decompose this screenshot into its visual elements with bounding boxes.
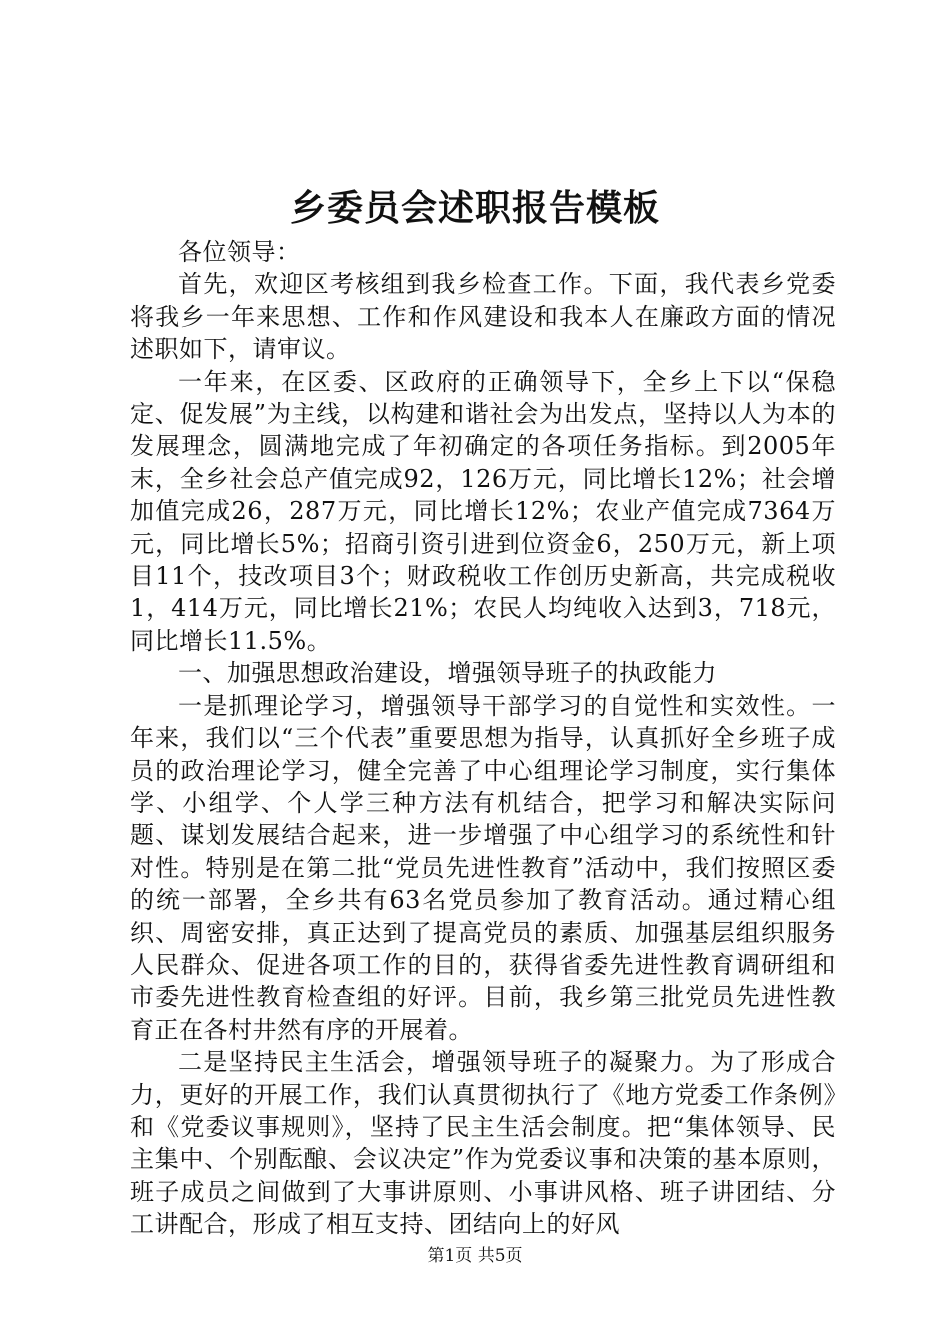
document-title: 乡委员会述职报告模板 (289, 187, 660, 229)
page-number: 第1页 共5页 (427, 1246, 523, 1266)
document-body (130, 236, 836, 1241)
section-heading: 一、加强思想政治建设，增强领导班子的执政能力 (178, 659, 717, 688)
intro-paragraph: 首先，欢迎区考核组到我乡检查工作。下面，我代表乡党委将我乡一年来思想、工作和作风建设和我本人在廉政方面的情况述职如下，请审议。 (130, 270, 836, 364)
salutation-paragraph: 各位领导： (178, 238, 301, 266)
democratic-life-paragraph: 二是坚持民主生活会，增强领导班子的凝聚力。为了形成合力，更好的开展工作，我们认真贯彻执行了《地方党委工作条例》和《党委议事规则》，坚持了民主生活会制度。把“集体领导、民主集中、个别酝酿、会议决定”作为党委议事和决策的基本原则，班子成员之间做到了大事讲原则、小事讲风格、班子讲团结、分工讲配合，形成了相互支持、团结向上的好风 (130, 1048, 836, 1239)
summary-paragraph: 一年来，在区委、区政府的正确领导下，全乡上下以“保稳定、促发展”为主线，以构建和谐社会为出发点，坚持以人为本的发展理念，圆满地完成了年初确定的各项任务指标。到2005年末，全乡社会总产值完成92，126万元，同比增长12%；社会增加值完成26，287万元，同比增长12%；农业产值完成7364万元，同比增长5%；招商引资引进到位资金6，250万元，新上项目11个，技改项目3个；财政税收工作创历史新高，共完成税收1，414万元，同比增长21%；农民人均纯收入达到3，718元，同比增长11.5%。 (130, 367, 836, 655)
theory-study-paragraph: 一是抓理论学习，增强领导干部学习的自觉性和实效性。一年来，我们以“三个代表”重要思想为指导，认真抓好全乡班子成员的政治理论学习，健全完善了中心组理论学习制度，实行集体学、小组学、个人学三种方法有机结合，把学习和解决实际问题、谋划发展结合起来，进一步增强了中心组学习的系统性和针对性。特别是在第二批“党员先进性教育”活动中，我们按照区委的统一部署，全乡共有63名党员参加了教育活动。通过精心组织、周密安排，真正达到了提高党员的素质、加强基层组织服务人民群众、促进各项工作的目的，获得省委先进性教育调研组和市委先进性教育检查组的好评。目前，我乡第三批党员先进性教育正在各村井然有序的开展着。 (130, 691, 836, 1044)
